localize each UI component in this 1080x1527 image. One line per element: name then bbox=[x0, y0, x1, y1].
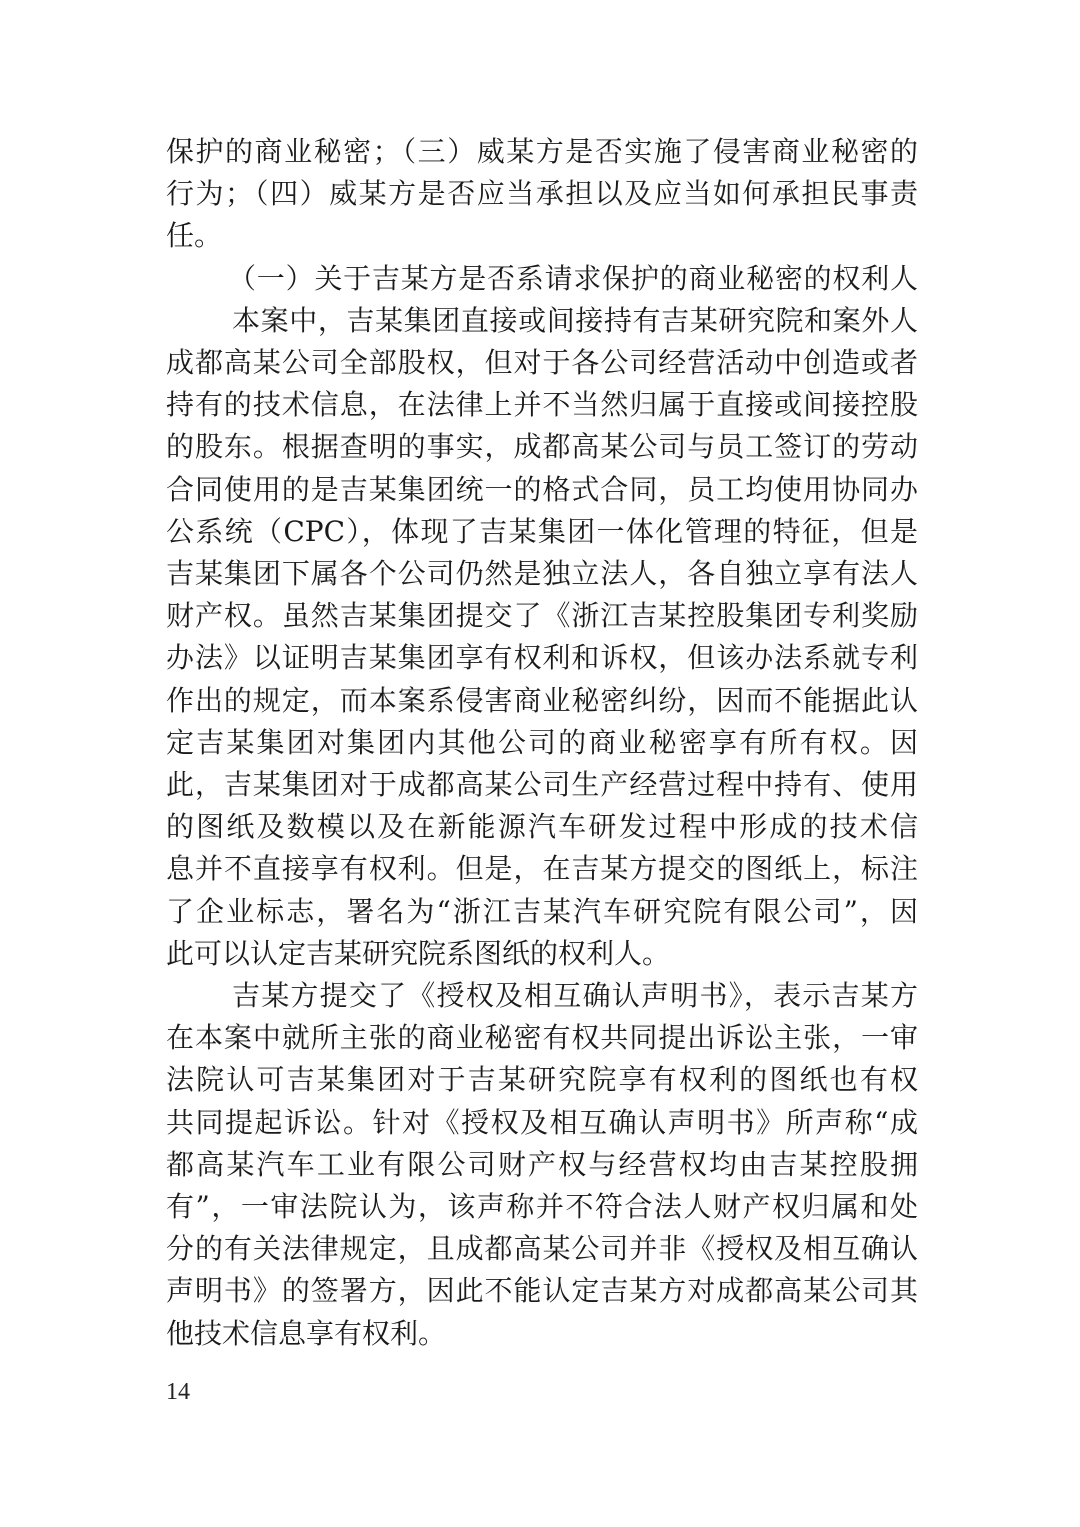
text-line: 共同提起诉讼。针对《授权及相互确认声明书》所声称“成 bbox=[166, 1105, 918, 1139]
text-line: 财产权。虽然吉某集团提交了《浙江吉某控股集团专利奖励 bbox=[166, 599, 918, 633]
text-line: 有”，一审法院认为，该声称并不符合法人财产权归属和处 bbox=[166, 1190, 918, 1223]
text-line: 公系统（CPC），体现了吉某集团一体化管理的特征，但是 bbox=[166, 514, 918, 548]
text-line: 分的有关法律规定，且成都高某公司并非《授权及相互确认 bbox=[166, 1232, 918, 1266]
page-number: 14 bbox=[166, 1378, 190, 1405]
text-line: 法院认可吉某集团对于吉某研究院享有权利的图纸也有权 bbox=[166, 1063, 918, 1097]
text-line: 的股东。根据查明的事实，成都高某公司与员工签订的劳动 bbox=[166, 430, 918, 464]
text-line: 任。 bbox=[166, 219, 223, 253]
text-line: 都高某汽车工业有限公司财产权与经营权均由吉某控股拥 bbox=[166, 1147, 918, 1181]
text-line: 声明书》的签署方，因此不能认定吉某方对成都高某公司其 bbox=[166, 1274, 918, 1308]
text-line: 合同使用的是吉某集团统一的格式合同，员工均使用协同办 bbox=[166, 472, 918, 506]
text-line: 他技术信息享有权利。 bbox=[166, 1316, 447, 1350]
text-line: 保护的商业秘密；（三）威某方是否实施了侵害商业秘密的 bbox=[166, 135, 918, 168]
text-line: 本案中，吉某集团直接或间接持有吉某研究院和案外人 bbox=[232, 303, 918, 337]
text-line: 成都高某公司全部股权，但对于各公司经营活动中创造或者 bbox=[166, 346, 918, 379]
text-line: 此，吉某集团对于成都高某公司生产经营过程中持有、使用 bbox=[166, 768, 918, 801]
text-line: 了企业标志，署名为“浙江吉某汽车研究院有限公司”，因 bbox=[166, 894, 918, 928]
section-heading: （一）关于吉某方是否系请求保护的商业秘密的权利人 bbox=[228, 261, 918, 295]
text-line: 行为；（四）威某方是否应当承担以及应当如何承担民事责 bbox=[166, 177, 918, 211]
text-line: 作出的规定，而本案系侵害商业秘密纠纷，因而不能据此认 bbox=[166, 683, 918, 717]
text-line: 持有的技术信息，在法律上并不当然归属于直接或间接控股 bbox=[166, 388, 918, 422]
text-line: 的图纸及数模以及在新能源汽车研发过程中形成的技术信 bbox=[166, 810, 918, 844]
text-line: 吉某集团下属各个公司仍然是独立法人，各自独立享有法人 bbox=[166, 557, 918, 590]
text-line: 定吉某集团对集团内其他公司的商业秘密享有所有权。因 bbox=[166, 725, 918, 759]
text-line: 在本案中就所主张的商业秘密有权共同提出诉讼主张，一审 bbox=[166, 1021, 918, 1055]
text-line: 吉某方提交了《授权及相互确认声明书》，表示吉某方 bbox=[232, 979, 918, 1012]
text-line: 此可以认定吉某研究院系图纸的权利人。 bbox=[166, 936, 671, 970]
text-line: 办法》以证明吉某集团享有权利和诉权，但该办法系就专利 bbox=[166, 641, 918, 675]
text-line: 息并不直接享有权利。但是，在吉某方提交的图纸上，标注 bbox=[166, 852, 918, 886]
